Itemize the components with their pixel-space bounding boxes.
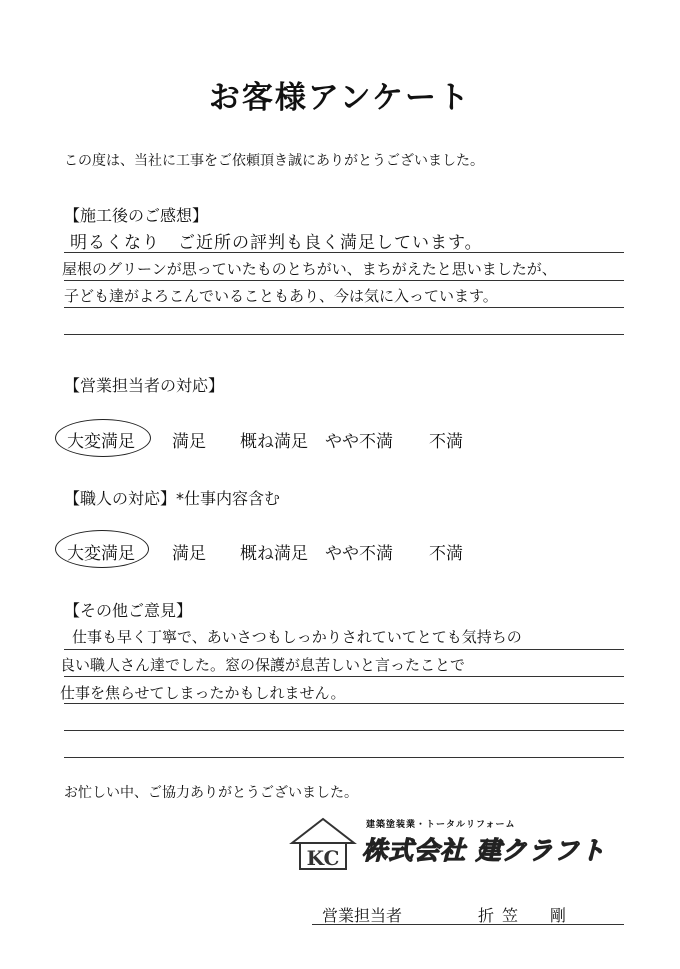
other-line-3: 仕事を焦らせてしまったかもしれません。 [60, 684, 346, 702]
ruled-line [64, 757, 624, 758]
company-tagline: 建築塗装業・トータルリフォーム [366, 820, 516, 830]
other-heading: 【その他ご意見】 [64, 601, 193, 620]
logo-letters: KC [306, 846, 340, 870]
impression-heading: 【施工後のご感想】 [64, 206, 209, 225]
ruled-line [64, 730, 624, 731]
craftsman-option-satisfied: 満足 [172, 544, 206, 564]
impression-line-3: 子ども達がよろこんでいることもあり、今は気に入っています。 [64, 287, 498, 305]
ruled-line [64, 649, 624, 650]
craftsman-option-dissatisfied: 不満 [429, 544, 463, 564]
ruled-line [64, 703, 624, 704]
sales-option-very-satisfied: 大変満足 [67, 432, 135, 452]
craftsman-option-mostly-satisfied: 概ね満足 [240, 544, 308, 564]
company-logo [288, 815, 608, 875]
ruled-line [64, 676, 624, 677]
ruled-line [64, 334, 624, 335]
other-line-2: 良い職人さん達でした。窓の保護が息苦しいと言ったことで [60, 656, 466, 674]
craftsman-option-very-satisfied: 大変満足 [67, 544, 135, 564]
ruled-line [64, 280, 624, 281]
sales-option-mostly-satisfied: 概ね満足 [240, 432, 308, 452]
closing-text: お忙しい中、ご協力ありがとうございました。 [64, 785, 358, 801]
craftsman-option-somewhat-dissatisfied: やや不満 [325, 544, 393, 564]
sales-option-satisfied: 満足 [172, 432, 206, 452]
sales-option-dissatisfied: 不満 [429, 432, 463, 452]
sales-heading: 【営業担当者の対応】 [64, 376, 225, 395]
signature-line [312, 924, 624, 925]
intro-text: この度は、当社に工事をご依頼頂き誠にありがとうございました。 [64, 153, 484, 169]
craftsman-heading: 【職人の対応】*仕事内容含む [64, 489, 281, 508]
page-title: お客様アンケート [208, 80, 472, 116]
staff-name: 折笠 剛 [478, 906, 575, 925]
ruled-line [64, 307, 624, 308]
company-name: 株式会社 建クラフト [362, 836, 606, 865]
staff-label: 営業担当者 [322, 906, 403, 925]
house-logo-icon [288, 815, 358, 873]
impression-line-1: 明るくなり ご近所の評判も良く満足しています。 [70, 233, 483, 253]
other-line-1: 仕事も早く丁寧で、あいさつもしっかりされていてとても気持ちの [72, 628, 522, 646]
impression-line-2: 屋根のグリーンが思っていたものとちがい、まちがえたと思いましたが、 [62, 260, 557, 278]
sales-option-somewhat-dissatisfied: やや不満 [325, 432, 393, 452]
